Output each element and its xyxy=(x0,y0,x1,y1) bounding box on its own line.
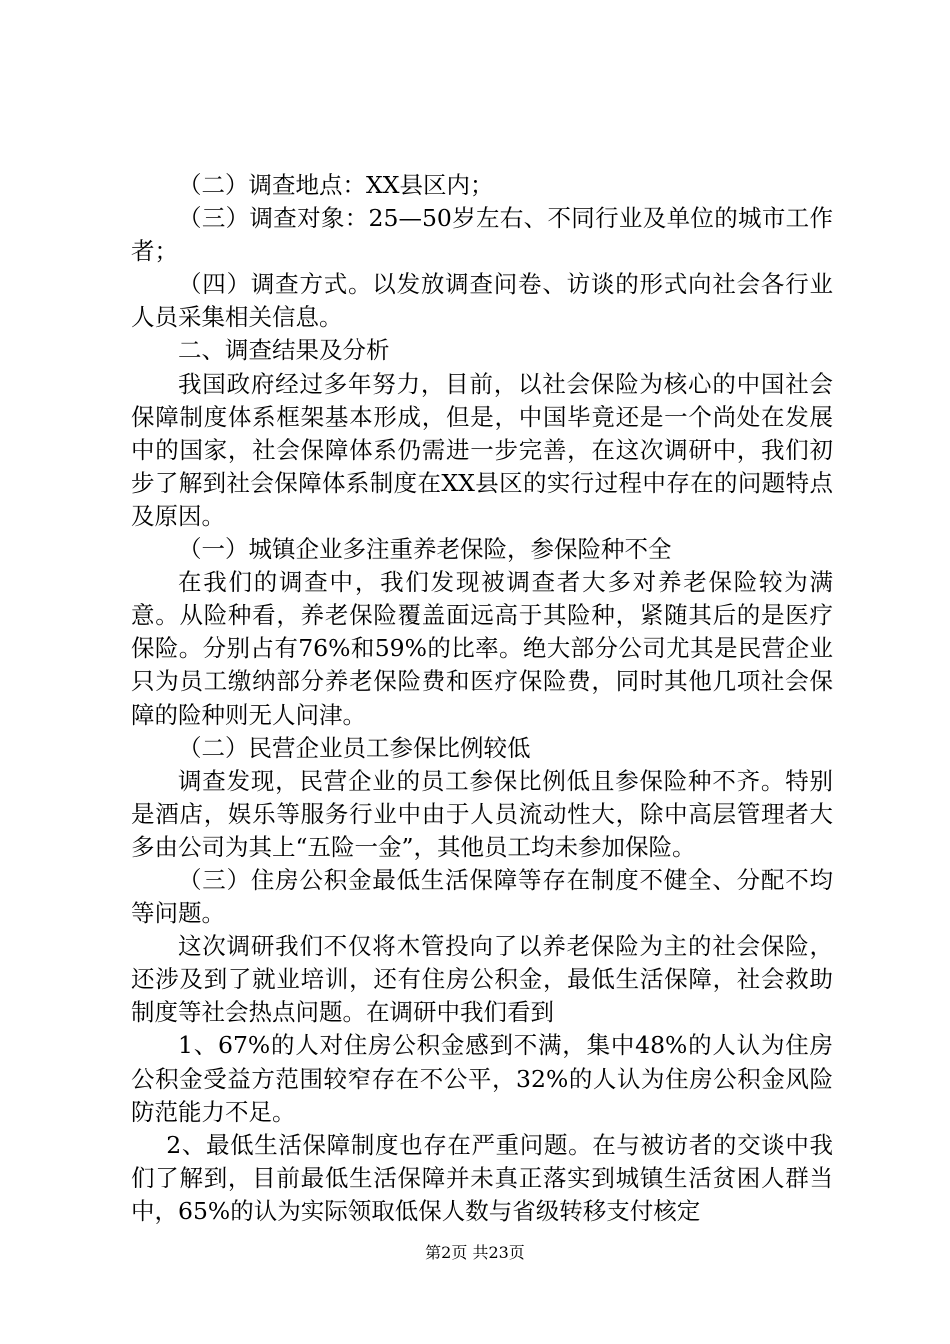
document-body xyxy=(131,169,833,1228)
list-item-minimum-living: 2、最低生活保障制度也存在严重问题。在与被访者的交谈中我们了解到，目前最低生活保障并未真正落实到城镇生活贫困人群当中，65%的认为实际领取低保人数与省级转移支付核定 xyxy=(131,1130,833,1225)
section-heading-results: 二、调查结果及分析 xyxy=(178,336,390,365)
subheading-private-enterprise: （二）民营企业员工参保比例较低 xyxy=(178,733,531,762)
paragraph-overview: 我国政府经过多年努力，目前，以社会保险为核心的中国社会保障制度体系框架基本形成，但是，中国毕竟还是一个尚处在发展中的国家，社会保障体系仍需进一步完善，在这次调研中，我们初步了解到社会保障体系制度在XX县区的实行过程中存在的问题特点及原因。 xyxy=(131,369,833,530)
list-item-housing-fund: 1、67%的人对住房公积金感到不满，集中48%的人认为住房公积金受益方范围较窄存在不公平，32%的人认为住房公积金风险防范能力不足。 xyxy=(131,1031,833,1126)
paragraph-survey-subjects: （三）调查对象：25—50岁左右、不同行业及单位的城市工作者； xyxy=(131,204,833,266)
paragraph-private-enterprise-findings: 调查发现，民营企业的员工参保比例低且参保险种不齐。特别是酒店，娱乐等服务行业中由于人员流动性大，除中高层管理者大多由公司为其上“五险一金”，其他员工均未参加保险。 xyxy=(131,766,833,861)
paragraph-research-scope: 这次调研我们不仅将木管投向了以养老保险为主的社会保险，还涉及到了就业培训，还有住房公积金，最低生活保障，社会救助制度等社会热点问题。在调研中我们看到 xyxy=(131,932,833,1027)
paragraph-survey-location: （二）调查地点：XX县区内； xyxy=(178,171,494,199)
subheading-pension-insurance: （一）城镇企业多注重养老保险，参保险种不全 xyxy=(178,535,672,564)
paragraph-survey-method: （四）调查方式。以发放调查问卷、访谈的形式向社会各行业人员采集相关信息。 xyxy=(131,270,833,332)
subheading-housing-fund: （三）住房公积金最低生活保障等存在制度不健全、分配不均等问题。 xyxy=(131,865,833,928)
page-footer: 第2页 共23页 xyxy=(425,1243,525,1262)
paragraph-pension-findings: 在我们的调查中，我们发现被调查者大多对养老保险较为满意。从险种看，养老保险覆盖面远高于其险种，紧随其后的是医疗保险。分别占有76%和59%的比率。绝大部分公司尤其是民营企业只为员工缴纳部分养老保险费和医疗保险费，同时其他几项社会保障的险种则无人问津。 xyxy=(131,568,833,729)
